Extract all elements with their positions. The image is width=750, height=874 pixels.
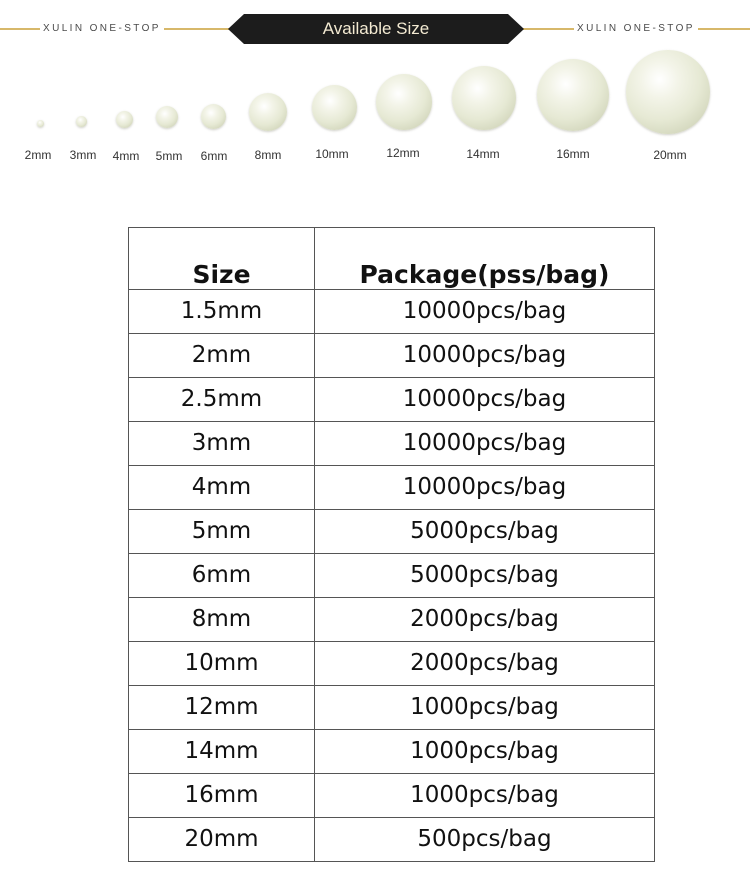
- size-cell: 20mm: [129, 818, 315, 862]
- pearl-size-label: 3mm: [69, 148, 97, 162]
- pearl-size-label: 12mm: [386, 146, 420, 160]
- table-row: [129, 642, 655, 686]
- package-cell: 10000pcs/bag: [315, 422, 655, 466]
- package-cell: 2000pcs/bag: [315, 598, 655, 642]
- header-banner: [0, 0, 750, 50]
- pearl-bead: [156, 106, 178, 128]
- table-header-row: [129, 228, 655, 290]
- pearl-bead: [201, 104, 226, 129]
- package-cell: 1000pcs/bag: [315, 774, 655, 818]
- table-row: [129, 510, 655, 554]
- size-cell: 4mm: [129, 466, 315, 510]
- pearl-bead: [452, 66, 516, 130]
- pearl-bead: [76, 116, 87, 127]
- size-cell: 5mm: [129, 510, 315, 554]
- table-row: [129, 730, 655, 774]
- size-package-table: [128, 227, 655, 862]
- pearl-size-lineup: [0, 55, 750, 170]
- size-cell: 14mm: [129, 730, 315, 774]
- table-row: [129, 554, 655, 598]
- pearl-size-label: 16mm: [556, 147, 590, 161]
- package-cell: 5000pcs/bag: [315, 510, 655, 554]
- package-cell: 10000pcs/bag: [315, 334, 655, 378]
- pearl-size-label: 4mm: [112, 149, 140, 163]
- pearl-bead: [626, 50, 710, 134]
- pearl-size-label: 8mm: [254, 148, 282, 162]
- package-cell: 1000pcs/bag: [315, 730, 655, 774]
- size-column-header: Size: [129, 228, 315, 290]
- pearl-size-label: 6mm: [200, 149, 228, 163]
- pearl-size-label: 10mm: [315, 147, 349, 161]
- pearl-bead: [537, 59, 609, 131]
- package-cell: 500pcs/bag: [315, 818, 655, 862]
- pearl-size-label: 14mm: [466, 147, 500, 161]
- pearl-size-label: 2mm: [24, 148, 52, 162]
- table-row: [129, 598, 655, 642]
- table-row: [129, 818, 655, 862]
- table-row: [129, 774, 655, 818]
- size-cell: 2mm: [129, 334, 315, 378]
- pearl-bead: [116, 111, 133, 128]
- table-row: [129, 686, 655, 730]
- pearl-bead: [376, 74, 432, 130]
- pearl-bead: [249, 93, 287, 131]
- package-cell: 1000pcs/bag: [315, 686, 655, 730]
- size-cell: 8mm: [129, 598, 315, 642]
- size-cell: 3mm: [129, 422, 315, 466]
- size-cell: 2.5mm: [129, 378, 315, 422]
- pearl-bead: [37, 120, 44, 127]
- package-column-header: Package(pss/bag): [315, 228, 655, 290]
- package-cell: 10000pcs/bag: [315, 378, 655, 422]
- table-row: [129, 378, 655, 422]
- size-cell: 12mm: [129, 686, 315, 730]
- table-row: [129, 334, 655, 378]
- brand-left: XULIN ONE-STOP: [40, 22, 164, 36]
- table-row: [129, 466, 655, 510]
- size-cell: 16mm: [129, 774, 315, 818]
- package-cell: 10000pcs/bag: [315, 290, 655, 334]
- package-cell: 5000pcs/bag: [315, 554, 655, 598]
- page-title: Available Size: [322, 19, 430, 38]
- package-cell: 2000pcs/bag: [315, 642, 655, 686]
- table-row: [129, 422, 655, 466]
- package-cell: 10000pcs/bag: [315, 466, 655, 510]
- size-cell: 1.5mm: [129, 290, 315, 334]
- pearl-size-label: 20mm: [653, 148, 687, 162]
- table-row: [129, 290, 655, 334]
- size-cell: 10mm: [129, 642, 315, 686]
- size-cell: 6mm: [129, 554, 315, 598]
- pearl-size-label: 5mm: [155, 149, 183, 163]
- brand-right: XULIN ONE-STOP: [574, 22, 698, 36]
- pearl-bead: [312, 85, 357, 130]
